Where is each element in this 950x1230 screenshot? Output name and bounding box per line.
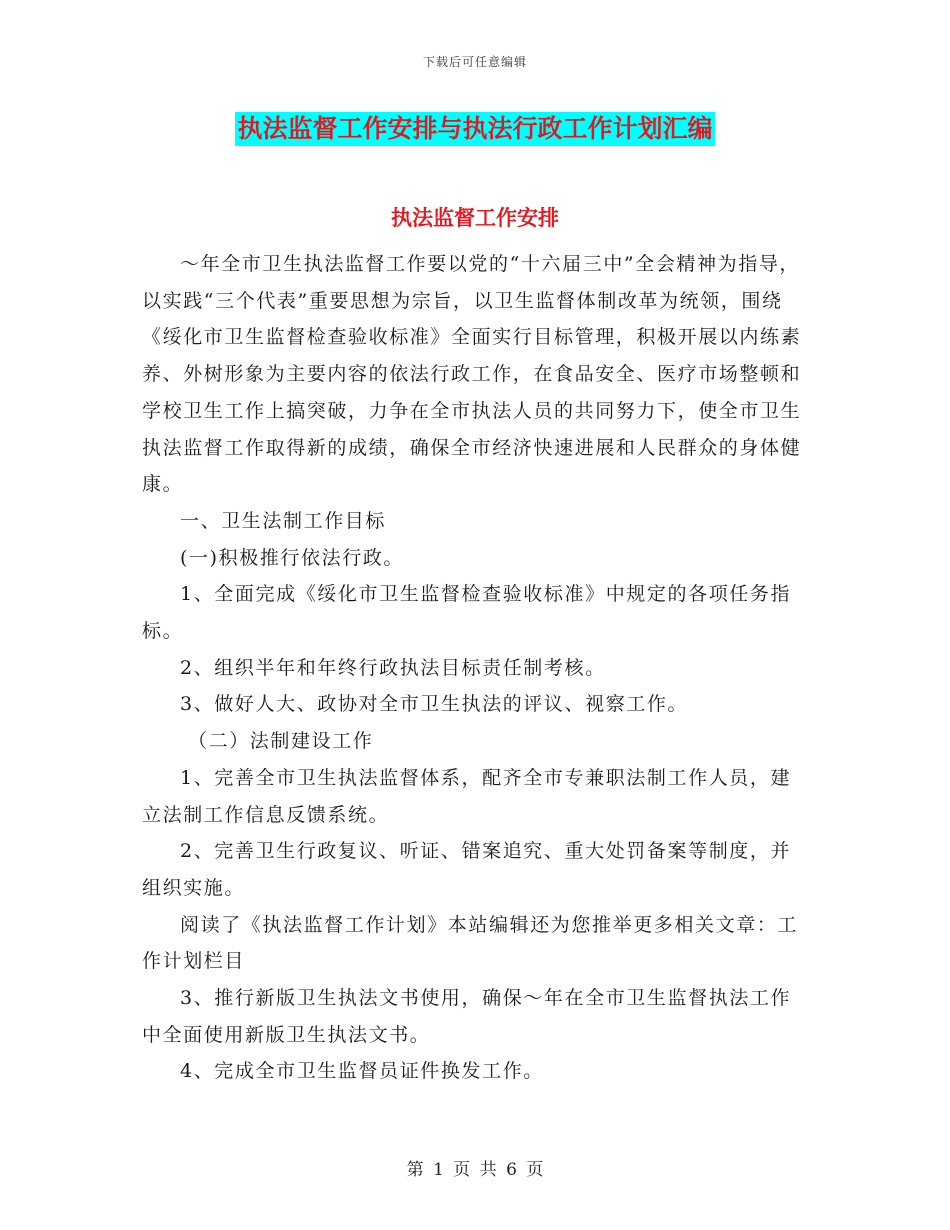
- document-title: 执法监督工作安排与执法行政工作计划汇编: [235, 112, 714, 146]
- list-item: 2、完善卫生行政复议、听证、错案追究、重大处罚备案等制度，并组织实施。: [142, 840, 792, 899]
- page-footer: 第 1 页 共 6 页: [406, 1160, 544, 1180]
- list-item: 3、做好人大、政协对全市卫生执法的评议、视察工作。: [180, 693, 689, 716]
- heading-legal-goals: 一、卫生法制工作目标: [180, 509, 387, 532]
- list-item: 3、推行新版卫生执法文书使用，确保～年在全市卫生监督执法工作中全面使用新版卫生执法文书。: [142, 987, 792, 1046]
- list-item: 4、完成全市卫生监督员证件换发工作。: [180, 1060, 544, 1083]
- document-body: [142, 246, 808, 1090]
- list-item: 1、完善全市卫生执法监督体系，配齐全市专兼职法制工作人员，建立法制工作信息反馈系统。: [142, 766, 792, 826]
- list-item: 1、全面完成《绥化市卫生监督检查验收标准》中规定的各项任务指标。: [142, 583, 792, 643]
- list-item: 2、组织半年和年终行政执法目标责任制考核。: [180, 656, 606, 679]
- section-title: 执法监督工作安排: [391, 206, 559, 230]
- paragraph-intro: ～年全市卫生执法监督工作要以党的“十六届三中”全会精神为指导，以实践“三个代表”重要思想为宗旨，以卫生监督体制改革为统领，围绕《绥化市卫生监督检查验收标准》全面实行目标管理，积极开展以内练素养、外树形象为主要内容的依法行政工作，在食品安全、医疗市场整顿和学校卫生工作上搞突破，力争在全市执法人员的共同努力下，使全市卫生执法监督工作取得新的成绩，确保全市经济快速进展和人民群众的身体健康。: [142, 253, 802, 496]
- subheading-administration: (一)积极推行依法行政。: [180, 546, 405, 569]
- recommendation-note: 阅读了《执法监督工作计划》本站编辑还为您推举更多相关文章：工作计划栏目: [142, 913, 799, 973]
- header-note: 下载后可任意编辑: [422, 55, 527, 69]
- document-title-container: [0, 112, 950, 146]
- subheading-legal-construction: （二）法制建设工作: [188, 730, 374, 753]
